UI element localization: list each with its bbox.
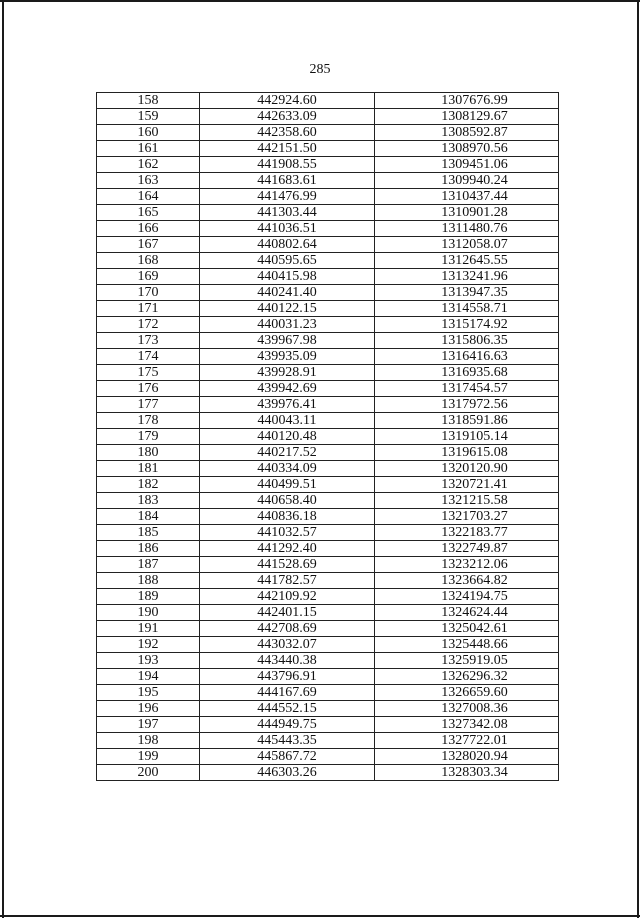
x-coordinate-cell: 440217.52 [200,445,375,461]
x-coordinate-cell: 444949.75 [200,717,375,733]
point-number-cell: 186 [97,541,200,557]
y-coordinate-cell: 1308592.87 [375,125,559,141]
x-coordinate-cell: 442708.69 [200,621,375,637]
x-coordinate-cell: 440241.40 [200,285,375,301]
table-row [97,381,559,397]
point-number-cell: 162 [97,157,200,173]
point-number-cell: 199 [97,749,200,765]
point-number-cell: 188 [97,573,200,589]
y-coordinate-cell: 1319615.08 [375,445,559,461]
x-coordinate-cell: 439976.41 [200,397,375,413]
point-number-cell: 198 [97,733,200,749]
table-row [97,669,559,685]
point-number-cell: 161 [97,141,200,157]
coordinates-table-body [97,93,559,781]
point-number-cell: 179 [97,429,200,445]
point-number-cell: 172 [97,317,200,333]
x-coordinate-cell: 445867.72 [200,749,375,765]
table-row [97,237,559,253]
y-coordinate-cell: 1315174.92 [375,317,559,333]
table-row [97,701,559,717]
table-row [97,717,559,733]
table-row [97,221,559,237]
x-coordinate-cell: 440122.15 [200,301,375,317]
x-coordinate-cell: 440120.48 [200,429,375,445]
table-row [97,445,559,461]
x-coordinate-cell: 440415.98 [200,269,375,285]
x-coordinate-cell: 443032.07 [200,637,375,653]
x-coordinate-cell: 441476.99 [200,189,375,205]
table-row [97,541,559,557]
point-number-cell: 191 [97,621,200,637]
table-row [97,189,559,205]
table-row [97,205,559,221]
table-row [97,573,559,589]
table-row [97,493,559,509]
table-row [97,141,559,157]
x-coordinate-cell: 440499.51 [200,477,375,493]
scan-border-right [637,0,639,918]
y-coordinate-cell: 1325448.66 [375,637,559,653]
x-coordinate-cell: 441782.57 [200,573,375,589]
x-coordinate-cell: 441292.40 [200,541,375,557]
x-coordinate-cell: 439967.98 [200,333,375,349]
table-row [97,509,559,525]
point-number-cell: 173 [97,333,200,349]
y-coordinate-cell: 1316416.63 [375,349,559,365]
x-coordinate-cell: 442401.15 [200,605,375,621]
table-row [97,557,559,573]
y-coordinate-cell: 1322183.77 [375,525,559,541]
y-coordinate-cell: 1319105.14 [375,429,559,445]
y-coordinate-cell: 1313947.35 [375,285,559,301]
y-coordinate-cell: 1322749.87 [375,541,559,557]
y-coordinate-cell: 1328303.34 [375,765,559,781]
y-coordinate-cell: 1308970.56 [375,141,559,157]
x-coordinate-cell: 440043.11 [200,413,375,429]
y-coordinate-cell: 1312058.07 [375,237,559,253]
y-coordinate-cell: 1313241.96 [375,269,559,285]
point-number-cell: 185 [97,525,200,541]
x-coordinate-cell: 441032.57 [200,525,375,541]
x-coordinate-cell: 442924.60 [200,93,375,109]
x-coordinate-cell: 445443.35 [200,733,375,749]
x-coordinate-cell: 446303.26 [200,765,375,781]
table-row [97,605,559,621]
point-number-cell: 200 [97,765,200,781]
point-number-cell: 164 [97,189,200,205]
point-number-cell: 181 [97,461,200,477]
point-number-cell: 190 [97,605,200,621]
y-coordinate-cell: 1325042.61 [375,621,559,637]
x-coordinate-cell: 441528.69 [200,557,375,573]
y-coordinate-cell: 1316935.68 [375,365,559,381]
y-coordinate-cell: 1311480.76 [375,221,559,237]
point-number-cell: 178 [97,413,200,429]
table-row [97,477,559,493]
y-coordinate-cell: 1315806.35 [375,333,559,349]
table-row [97,653,559,669]
table-row [97,157,559,173]
point-number-cell: 175 [97,365,200,381]
table-row [97,525,559,541]
point-number-cell: 180 [97,445,200,461]
x-coordinate-cell: 440836.18 [200,509,375,525]
y-coordinate-cell: 1324194.75 [375,589,559,605]
x-coordinate-cell: 441908.55 [200,157,375,173]
point-number-cell: 166 [97,221,200,237]
table-row [97,93,559,109]
table-row [97,429,559,445]
point-number-cell: 169 [97,269,200,285]
x-coordinate-cell: 442151.50 [200,141,375,157]
point-number-cell: 163 [97,173,200,189]
x-coordinate-cell: 439942.69 [200,381,375,397]
table-row [97,301,559,317]
point-number-cell: 195 [97,685,200,701]
y-coordinate-cell: 1317454.57 [375,381,559,397]
x-coordinate-cell: 440658.40 [200,493,375,509]
x-coordinate-cell: 443440.38 [200,653,375,669]
y-coordinate-cell: 1323212.06 [375,557,559,573]
point-number-cell: 177 [97,397,200,413]
table-row [97,765,559,781]
y-coordinate-cell: 1312645.55 [375,253,559,269]
point-number-cell: 160 [97,125,200,141]
point-number-cell: 193 [97,653,200,669]
table-row [97,637,559,653]
table-row [97,365,559,381]
point-number-cell: 196 [97,701,200,717]
y-coordinate-cell: 1309451.06 [375,157,559,173]
point-number-cell: 158 [97,93,200,109]
y-coordinate-cell: 1327342.08 [375,717,559,733]
table-row [97,317,559,333]
y-coordinate-cell: 1323664.82 [375,573,559,589]
table-row [97,749,559,765]
scan-border-bottom [0,915,640,917]
y-coordinate-cell: 1326659.60 [375,685,559,701]
table-row [97,589,559,605]
x-coordinate-cell: 441683.61 [200,173,375,189]
point-number-cell: 194 [97,669,200,685]
point-number-cell: 187 [97,557,200,573]
x-coordinate-cell: 440334.09 [200,461,375,477]
y-coordinate-cell: 1309940.24 [375,173,559,189]
y-coordinate-cell: 1321703.27 [375,509,559,525]
point-number-cell: 197 [97,717,200,733]
y-coordinate-cell: 1318591.86 [375,413,559,429]
x-coordinate-cell: 441303.44 [200,205,375,221]
table-row [97,253,559,269]
table-row [97,621,559,637]
x-coordinate-cell: 442633.09 [200,109,375,125]
x-coordinate-cell: 439928.91 [200,365,375,381]
y-coordinate-cell: 1328020.94 [375,749,559,765]
y-coordinate-cell: 1320120.90 [375,461,559,477]
scan-border-left [2,0,4,918]
x-coordinate-cell: 443796.91 [200,669,375,685]
x-coordinate-cell: 444552.15 [200,701,375,717]
point-number-cell: 170 [97,285,200,301]
point-number-cell: 174 [97,349,200,365]
table-row [97,125,559,141]
y-coordinate-cell: 1326296.32 [375,669,559,685]
x-coordinate-cell: 442358.60 [200,125,375,141]
point-number-cell: 171 [97,301,200,317]
table-row [97,285,559,301]
point-number-cell: 182 [97,477,200,493]
page-number: 285 [309,62,331,77]
table-row [97,109,559,125]
table-row [97,349,559,365]
point-number-cell: 167 [97,237,200,253]
table-row [97,333,559,349]
point-number-cell: 189 [97,589,200,605]
table-row [97,413,559,429]
y-coordinate-cell: 1317972.56 [375,397,559,413]
table-row [97,173,559,189]
table-row [97,685,559,701]
table-row [97,269,559,285]
x-coordinate-cell: 442109.92 [200,589,375,605]
x-coordinate-cell: 444167.69 [200,685,375,701]
coordinates-table [96,92,559,781]
x-coordinate-cell: 440031.23 [200,317,375,333]
x-coordinate-cell: 440802.64 [200,237,375,253]
point-number-cell: 184 [97,509,200,525]
y-coordinate-cell: 1327008.36 [375,701,559,717]
y-coordinate-cell: 1321215.58 [375,493,559,509]
y-coordinate-cell: 1310901.28 [375,205,559,221]
table-row [97,461,559,477]
y-coordinate-cell: 1325919.05 [375,653,559,669]
x-coordinate-cell: 440595.65 [200,253,375,269]
scan-border-top [0,0,640,2]
x-coordinate-cell: 439935.09 [200,349,375,365]
point-number-cell: 165 [97,205,200,221]
table-row [97,397,559,413]
y-coordinate-cell: 1314558.71 [375,301,559,317]
point-number-cell: 183 [97,493,200,509]
y-coordinate-cell: 1327722.01 [375,733,559,749]
point-number-cell: 168 [97,253,200,269]
y-coordinate-cell: 1310437.44 [375,189,559,205]
y-coordinate-cell: 1308129.67 [375,109,559,125]
x-coordinate-cell: 441036.51 [200,221,375,237]
point-number-cell: 176 [97,381,200,397]
y-coordinate-cell: 1324624.44 [375,605,559,621]
point-number-cell: 192 [97,637,200,653]
y-coordinate-cell: 1307676.99 [375,93,559,109]
y-coordinate-cell: 1320721.41 [375,477,559,493]
table-row [97,733,559,749]
point-number-cell: 159 [97,109,200,125]
